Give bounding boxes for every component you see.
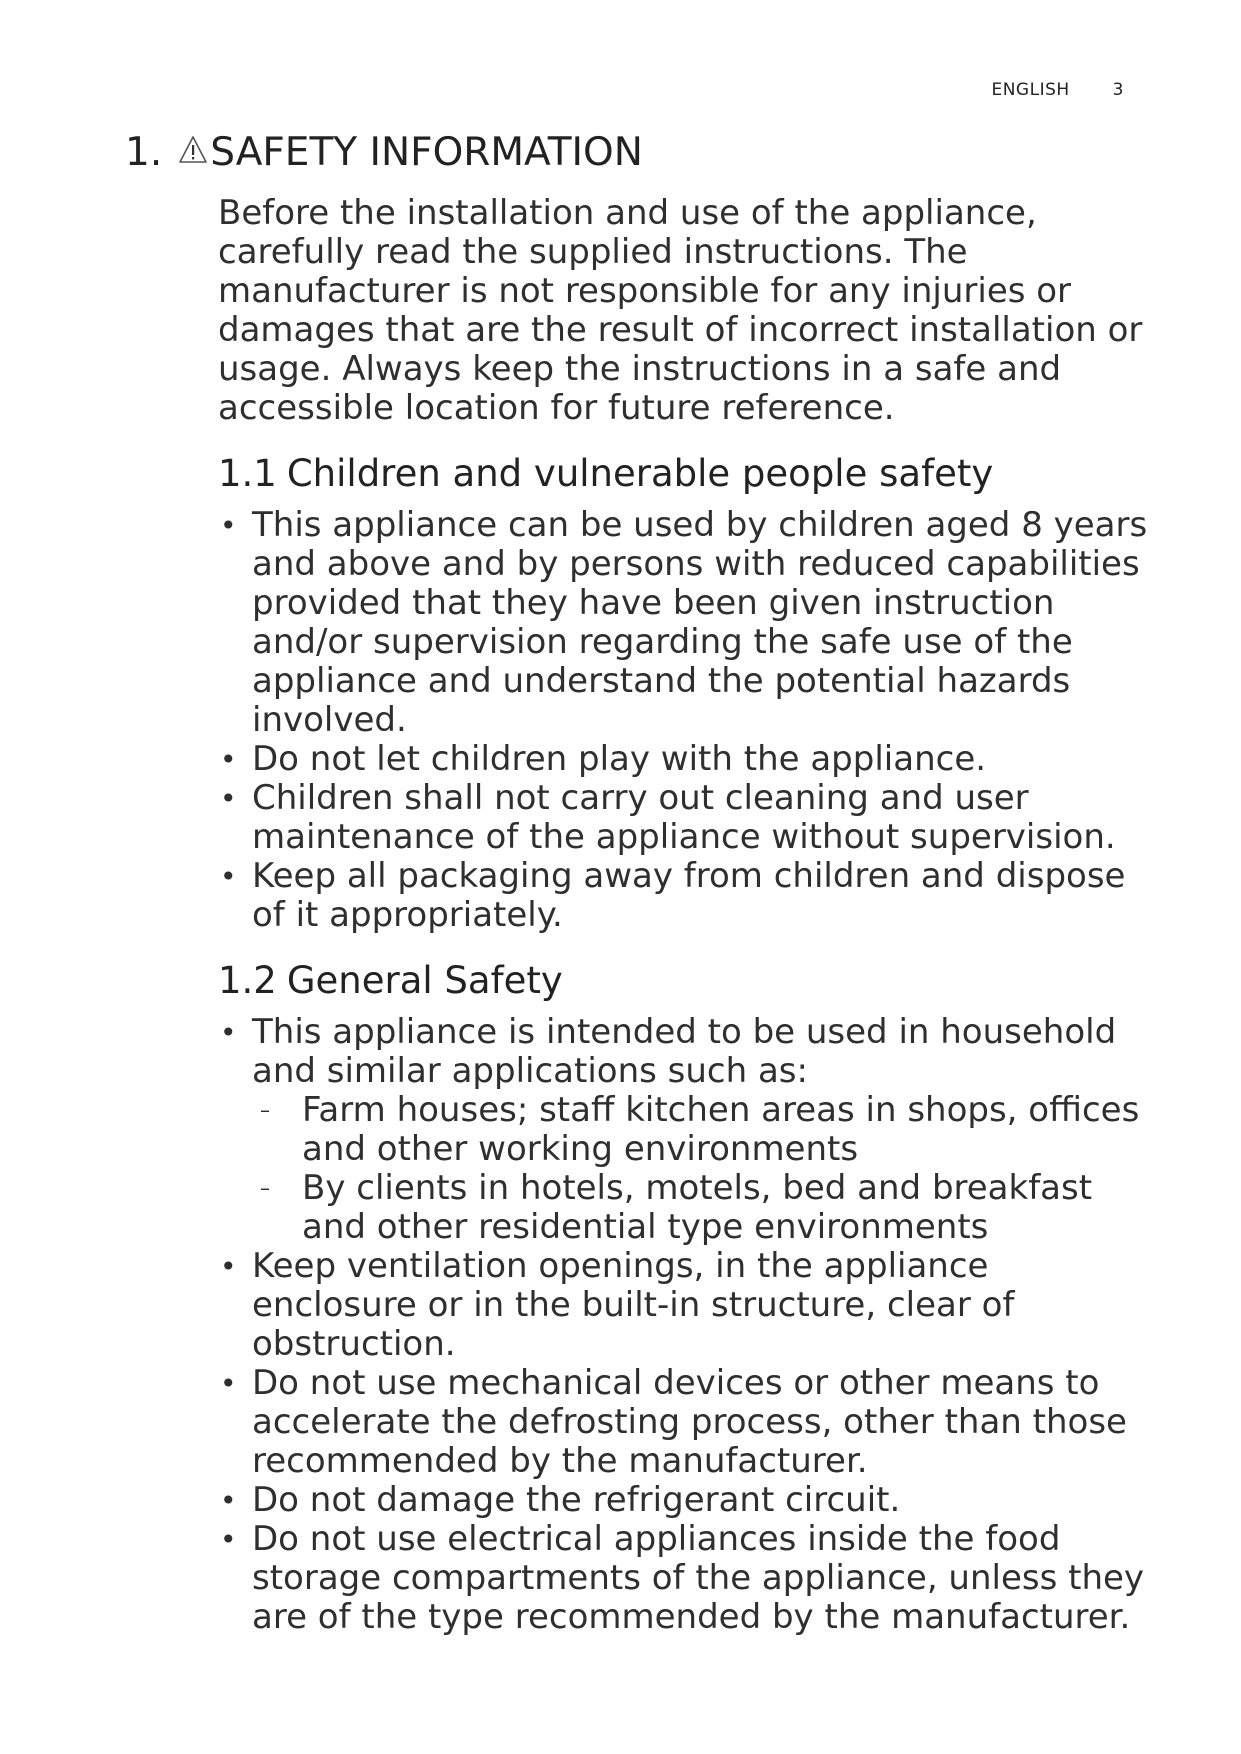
list-item — [218, 1013, 1148, 1247]
subsection-title: Children and vulnerable people safety — [286, 452, 994, 495]
section-number: 1. — [125, 130, 163, 175]
page-header — [991, 80, 1124, 100]
children-safety-list — [218, 506, 1148, 935]
list-item: • Do not use electrical appliances inside the food storage compartments of the appliance, unless they are of the type recommended by the manufacturer. — [218, 1520, 1148, 1637]
subsection-number: 1.2 — [218, 959, 277, 1002]
list-item: • Do not let children play with the appliance. — [218, 740, 1148, 779]
list-item: • Do not use mechanical devices or other means to accelerate the defrosting process, other than those recommended by the manufacturer. — [218, 1364, 1148, 1481]
subsection-title: General Safety — [286, 959, 563, 1002]
page-number: 3 — [1112, 80, 1124, 100]
list-item-text: This appliance is intended to be used in household and similar applications such as: — [252, 1012, 1117, 1091]
sub-list-item: – By clients in hotels, motels, bed and breakfast and other residential type environments — [260, 1169, 1148, 1247]
language-label: ENGLISH — [991, 80, 1070, 100]
list-item: • This appliance can be used by children aged 8 years and above and by persons with reduced capabilities provided that they have been given instruction and/or supervision regarding the safe use of the appliance and understand the potential hazards involved. — [218, 506, 1148, 740]
list-item: • Children shall not carry out cleaning and user maintenance of the appliance without supervision. — [218, 779, 1148, 857]
section-title-text: SAFETY INFORMATION — [210, 130, 643, 175]
sub-list — [252, 1091, 1148, 1247]
general-safety-list — [218, 1013, 1148, 1637]
section-title — [125, 130, 643, 175]
list-item: • Do not damage the refrigerant circuit. — [218, 1481, 1148, 1520]
content-body — [218, 194, 1148, 1637]
subsection-heading-children — [218, 452, 1148, 496]
intro-paragraph: Before the installation and use of the appliance, carefully read the supplied instructions. The manufacturer is not responsible for any injuries or damages that are the result of incorrect installation or usage. Always keep the instructions in a safe and accessible location for future reference. — [218, 193, 1143, 428]
warning-icon — [178, 135, 208, 165]
list-item: • Keep all packaging away from children and dispose of it appropriately. — [218, 857, 1148, 935]
subsection-number: 1.1 — [218, 452, 277, 495]
subsection-heading-general — [218, 959, 1148, 1003]
sub-list-item: – Farm houses; staff kitchen areas in shops, offices and other working environments — [260, 1091, 1148, 1169]
list-item: • Keep ventilation openings, in the appliance enclosure or in the built-in structure, clear of obstruction. — [218, 1247, 1148, 1364]
